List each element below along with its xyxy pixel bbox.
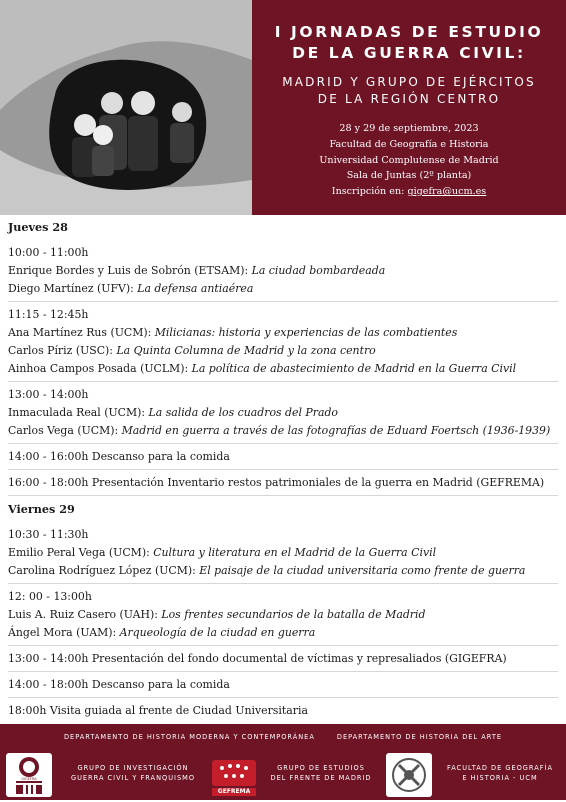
talk-speaker: Luis A. Ruiz Casero (UAH): bbox=[8, 608, 162, 621]
event-date: 28 y 29 de septiembre, 2023 bbox=[339, 123, 479, 134]
registration bbox=[252, 184, 566, 200]
departments bbox=[0, 733, 566, 741]
photo-illustration bbox=[0, 0, 252, 215]
program bbox=[8, 218, 558, 720]
talk-speaker: Ana Martínez Rus (UCM): bbox=[8, 326, 155, 339]
divider bbox=[8, 583, 558, 584]
talk bbox=[8, 404, 558, 422]
title-panel bbox=[252, 0, 566, 215]
event-subtitle bbox=[252, 74, 566, 108]
title-line-2: DE LA GUERRA CIVIL: bbox=[292, 44, 526, 62]
talk bbox=[8, 544, 558, 562]
day-title-friday: Viernes 29 bbox=[8, 502, 75, 516]
session-time: 10:30 - 11:30h bbox=[8, 528, 89, 541]
talk-title: Milicianas: historia y experiencias de las combatientes bbox=[154, 326, 458, 339]
event-venue-faculty: Facultad de Geografía e Historia bbox=[329, 138, 489, 150]
group-gigefra-line-1: GRUPO DE INVESTIGACIÓN bbox=[77, 764, 189, 772]
talk-speaker: Ángel Mora (UAM): bbox=[8, 626, 120, 639]
divider bbox=[8, 645, 558, 646]
event-info bbox=[252, 121, 566, 200]
session-time: 13:00 - 14:00h bbox=[8, 388, 89, 401]
session-time: 12: 00 - 13:00h bbox=[8, 590, 92, 603]
divider bbox=[8, 469, 558, 470]
talk-title: La Quinta Columna de Madrid y la zona centro bbox=[116, 344, 376, 357]
ucm-crest-icon bbox=[6, 753, 52, 797]
registration-label: Inscripción en: bbox=[331, 186, 408, 198]
gigefra-logo-label: GIGEFRA bbox=[21, 777, 37, 781]
talk-speaker: Emilio Peral Vega (UCM): bbox=[8, 546, 154, 559]
subtitle-line-1: MADRID Y GRUPO DE EJÉRCITOS bbox=[282, 75, 536, 89]
talk-speaker: Carlos Píriz (USC): bbox=[8, 344, 117, 357]
talk bbox=[8, 262, 558, 280]
talk bbox=[8, 562, 558, 580]
gefrema-logo-label: GEFREMA bbox=[217, 788, 251, 795]
talk bbox=[8, 360, 558, 378]
divider bbox=[8, 381, 558, 382]
historical-photo bbox=[0, 0, 252, 215]
subtitle-line-2: DE LA REGIÓN CENTRO bbox=[317, 92, 501, 106]
talk-speaker: Enrique Bordes y Luis de Sobrón (ETSAM): bbox=[8, 264, 252, 277]
faculty-emblem-icon bbox=[386, 753, 432, 797]
talk-speaker: Inmaculada Real (UCM): bbox=[8, 406, 149, 419]
divider bbox=[8, 301, 558, 302]
talk-title: La defensa antiaérea bbox=[137, 282, 254, 295]
faculty-line-1: FACULTAD DE GEOGRAFÍA bbox=[447, 764, 553, 772]
divider bbox=[8, 671, 558, 672]
event-venue-university: Universidad Complutense de Madrid bbox=[319, 154, 499, 166]
talk bbox=[8, 324, 558, 342]
talk-speaker: Ainhoa Campos Posada (UCLM): bbox=[8, 362, 192, 375]
header bbox=[0, 0, 566, 215]
talk-speaker: Diego Martínez (UFV): bbox=[8, 282, 138, 295]
day-title-thursday: Jueves 28 bbox=[8, 220, 68, 234]
visit-item: 18:00h Visita guiada al frente de Ciudad Universitaria bbox=[8, 704, 308, 717]
talk-title: El paisaje de la ciudad universitaria como frente de guerra bbox=[199, 564, 526, 577]
group-gefrema-text bbox=[256, 763, 386, 783]
talk-title: La política de abastecimiento de Madrid en la Guerra Civil bbox=[191, 362, 517, 375]
department-modern-history: DEPARTAMENTO DE HISTORIA MODERNA Y CONTEMPORÁNEA bbox=[63, 733, 315, 741]
talk bbox=[8, 624, 558, 642]
event-room: Sala de Juntas (2º planta) bbox=[346, 170, 472, 182]
session-time: 10:00 - 11:00h bbox=[8, 246, 89, 259]
session-time: 11:15 - 12:45h bbox=[8, 308, 89, 321]
talk-speaker: Carolina Rodríguez López (UCM): bbox=[8, 564, 200, 577]
divider bbox=[8, 443, 558, 444]
divider bbox=[8, 697, 558, 698]
talk-title: Madrid en guerra a través de las fotografías de Eduard Foertsch (1936-1939) bbox=[121, 424, 551, 437]
talk bbox=[8, 280, 558, 298]
talk-speaker: Carlos Vega (UCM): bbox=[8, 424, 122, 437]
faculty-logo bbox=[386, 753, 432, 797]
talk-title: Cultura y literatura en el Madrid de la Guerra Civil bbox=[153, 546, 437, 559]
talk bbox=[8, 606, 558, 624]
talk bbox=[8, 342, 558, 360]
faculty-line-2: E HISTORIA - UCM bbox=[462, 774, 538, 782]
gefrema-logo bbox=[210, 754, 258, 798]
talk bbox=[8, 422, 558, 440]
registration-email-link[interactable]: gigefra@ucm.es bbox=[407, 186, 487, 198]
logos-bar bbox=[0, 750, 566, 800]
talk-title: Los frentes secundarios de la batalla de Madrid bbox=[161, 608, 426, 621]
talk-title: La salida de los cuadros del Prado bbox=[148, 406, 338, 419]
divider bbox=[8, 495, 558, 496]
title-line-1: I JORNADAS DE ESTUDIO bbox=[274, 23, 544, 41]
presentation-item: 13:00 - 14:00h Presentación del fondo documental de víctimas y represaliados (GIGEFRA) bbox=[8, 652, 507, 665]
department-art-history: DEPARTAMENTO DE HISTORIA DEL ARTE bbox=[336, 733, 503, 741]
break-item: 14:00 - 18:00h Descanso para la comida bbox=[8, 678, 230, 691]
group-gefrema-line-1: GRUPO DE ESTUDIOS bbox=[277, 764, 365, 772]
talk-title: La ciudad bombardeada bbox=[251, 264, 386, 277]
presentation-item: 16:00 - 18:00h Presentación Inventario restos patrimoniales de la guerra en Madrid (GEFREMA) bbox=[8, 476, 545, 489]
group-gigefra-line-2: GUERRA CIVIL Y FRANQUISMO bbox=[70, 774, 196, 782]
group-gigefra-text bbox=[58, 763, 208, 783]
group-gefrema-line-2: DEL FRENTE DE MADRID bbox=[270, 774, 372, 782]
talk-title: Arqueología de la ciudad en guerra bbox=[119, 626, 316, 639]
break-item: 14:00 - 16:00h Descanso para la comida bbox=[8, 450, 230, 463]
event-title bbox=[252, 22, 566, 64]
gigefra-logo bbox=[6, 753, 52, 797]
faculty-text bbox=[436, 763, 564, 783]
footer bbox=[0, 724, 566, 800]
